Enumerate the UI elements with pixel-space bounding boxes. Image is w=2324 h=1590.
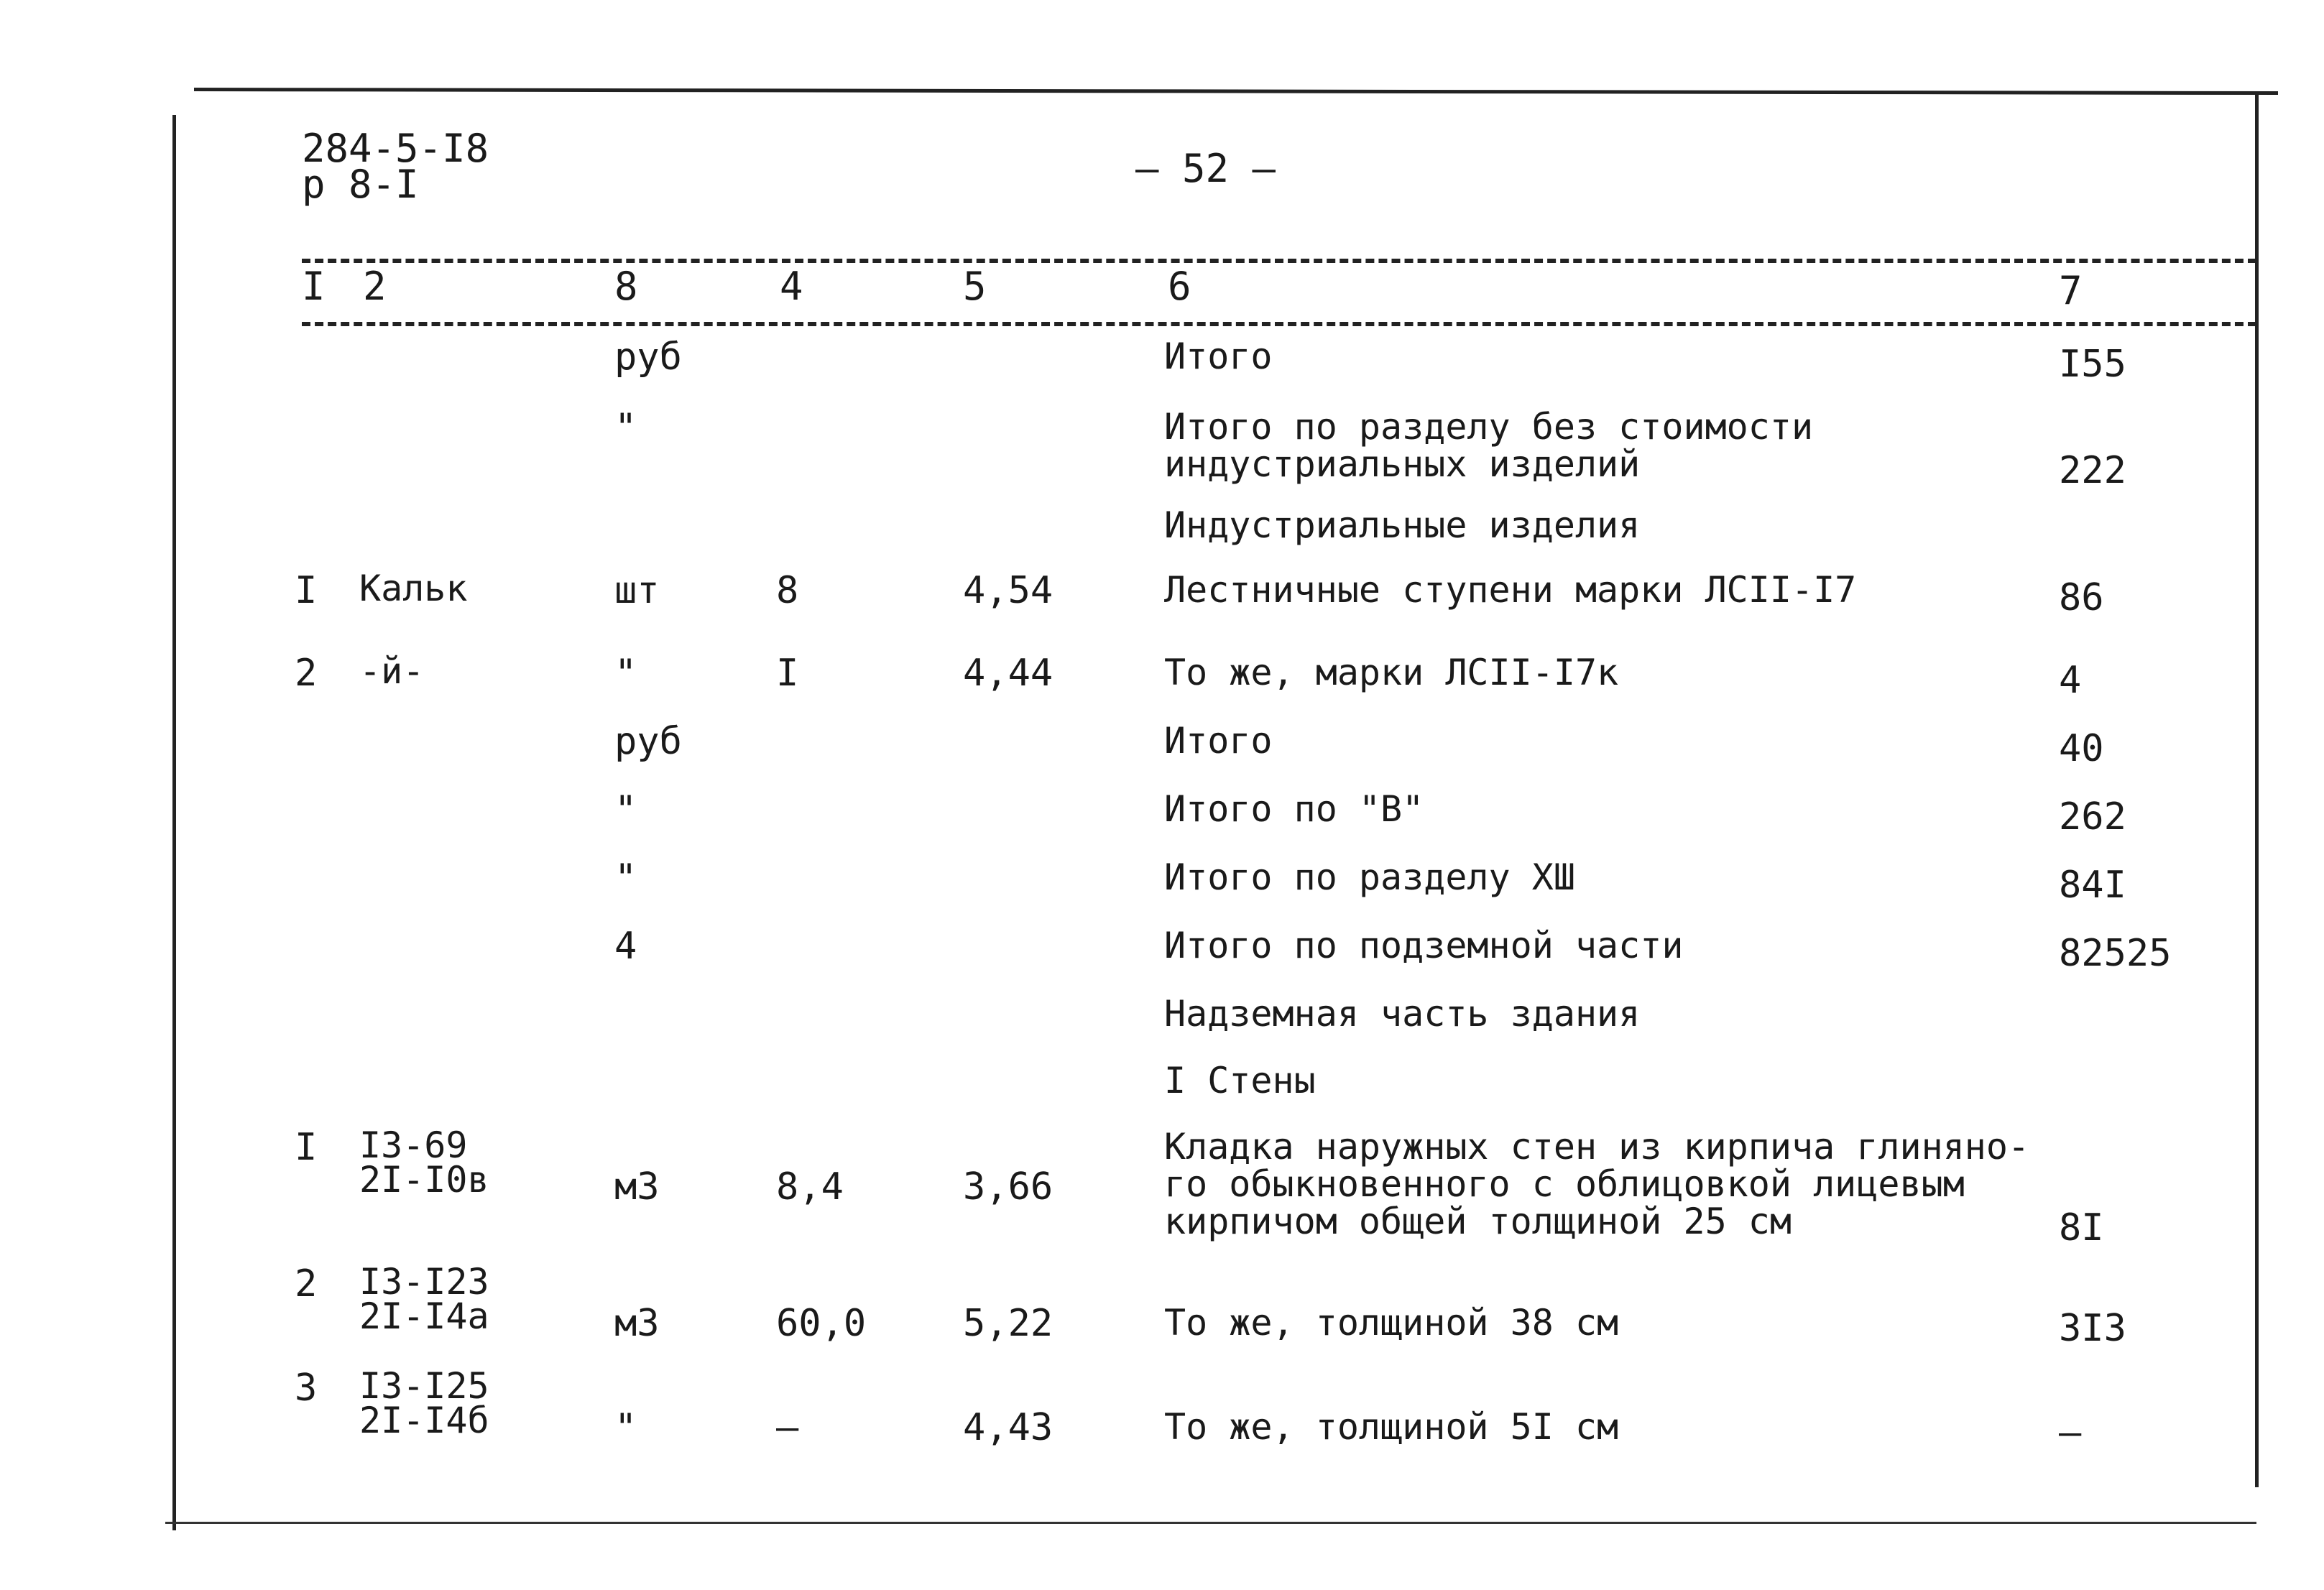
row-quantity: I: [776, 652, 799, 695]
row-number: I: [295, 569, 318, 612]
doc-number-line2: р 8-I: [302, 162, 419, 207]
row-description-line: Надземная часть здания: [1164, 993, 1641, 1035]
row-unit: ": [614, 652, 637, 695]
column-header-4: 4: [780, 264, 803, 309]
column-header-3: 8: [614, 264, 638, 309]
row-description-line: То же, толщиной 5I см: [1164, 1406, 1619, 1448]
row-description-line: кирпичом общей толщиной 25 см: [1164, 1201, 1792, 1242]
row-total: 222: [2059, 449, 2126, 492]
row-unit-price: 5,22: [963, 1302, 1053, 1345]
row-unit: 4: [614, 925, 637, 968]
column-header-7: 7: [2059, 268, 2083, 313]
row-total: 86: [2059, 576, 2104, 619]
row-description-line: То же, марки ЛСII-I7к: [1164, 652, 1619, 693]
row-description-line: То же, толщиной 38 см: [1164, 1302, 1619, 1344]
row-code-secondary: 2I-I4б: [359, 1400, 489, 1441]
column-header-2: 2: [363, 264, 387, 309]
row-total: I55: [2059, 343, 2126, 386]
row-quantity: 8: [776, 569, 799, 612]
column-header-1: I: [302, 264, 326, 309]
column-header-bottom-rule: [302, 322, 2256, 326]
row-description-line: го обыкновенного с облицовкой лицевым: [1164, 1163, 1965, 1205]
frame-left-line: [172, 115, 176, 1530]
row-code-secondary: 2I-I0в: [359, 1159, 489, 1201]
row-unit: ": [614, 856, 637, 900]
row-total: 84I: [2059, 864, 2126, 907]
row-description-line: Итого по разделу ХШ: [1164, 856, 1575, 898]
row-description-line: I Стены: [1164, 1060, 1316, 1101]
row-description-line: Итого: [1164, 336, 1273, 377]
frame-right-line: [2255, 93, 2259, 1487]
row-unit-price: 4,44: [963, 652, 1053, 695]
row-quantity: –: [776, 1406, 799, 1449]
page-number: — 52 —: [1135, 146, 1276, 191]
row-description-line: Итого: [1164, 720, 1273, 762]
row-unit: ": [614, 788, 637, 831]
row-unit: руб: [614, 720, 682, 763]
row-number: 3: [295, 1367, 318, 1410]
row-description-line: Итого по "В": [1164, 788, 1424, 830]
row-total: 3I3: [2059, 1307, 2126, 1350]
row-description-line: Итого по подземной части: [1164, 925, 1684, 966]
row-unit: ": [614, 406, 637, 449]
row-code: I3-69: [359, 1124, 468, 1166]
row-description-line: Индустриальные изделия: [1164, 504, 1641, 546]
frame-bottom-line: [165, 1522, 2256, 1524]
row-total: 8I: [2059, 1206, 2104, 1249]
column-header-top-rule: [302, 259, 2256, 263]
row-code: -й-: [359, 650, 425, 692]
column-header-6: 6: [1168, 264, 1191, 309]
doc-number-line1: 284-5-I8: [302, 126, 489, 171]
row-total: –: [2059, 1411, 2082, 1454]
row-description-line: Лестничные ступени марки ЛСII-I7: [1164, 569, 1857, 611]
row-quantity: 60,0: [776, 1302, 867, 1345]
row-number: I: [295, 1126, 318, 1169]
frame-top-line: [194, 88, 2278, 95]
row-unit: ": [614, 1406, 637, 1449]
row-code: I3-I23: [359, 1261, 489, 1303]
column-header-5: 5: [963, 264, 987, 309]
row-description-line: индустриальных изделий: [1164, 443, 1641, 485]
row-code: I3-I25: [359, 1365, 489, 1407]
row-unit: м3: [614, 1302, 660, 1345]
row-unit-price: 4,54: [963, 569, 1053, 612]
row-number: 2: [295, 1262, 318, 1305]
row-description-line: Итого по разделу без стоимости: [1164, 406, 1814, 448]
row-unit: м3: [614, 1165, 660, 1208]
row-code-secondary: 2I-I4а: [359, 1295, 489, 1337]
row-code: Кальк: [359, 568, 468, 609]
row-total: 4: [2059, 659, 2082, 702]
row-number: 2: [295, 652, 318, 695]
row-total: 40: [2059, 727, 2104, 770]
row-unit: руб: [614, 336, 682, 379]
row-unit-price: 4,43: [963, 1406, 1053, 1449]
row-unit: шт: [614, 569, 660, 612]
row-quantity: 8,4: [776, 1165, 844, 1208]
row-total: 262: [2059, 795, 2126, 838]
row-total: 82525: [2059, 932, 2172, 975]
row-description-line: Кладка наружных стен из кирпича глиняно-: [1164, 1126, 2030, 1168]
row-unit-price: 3,66: [963, 1165, 1053, 1208]
